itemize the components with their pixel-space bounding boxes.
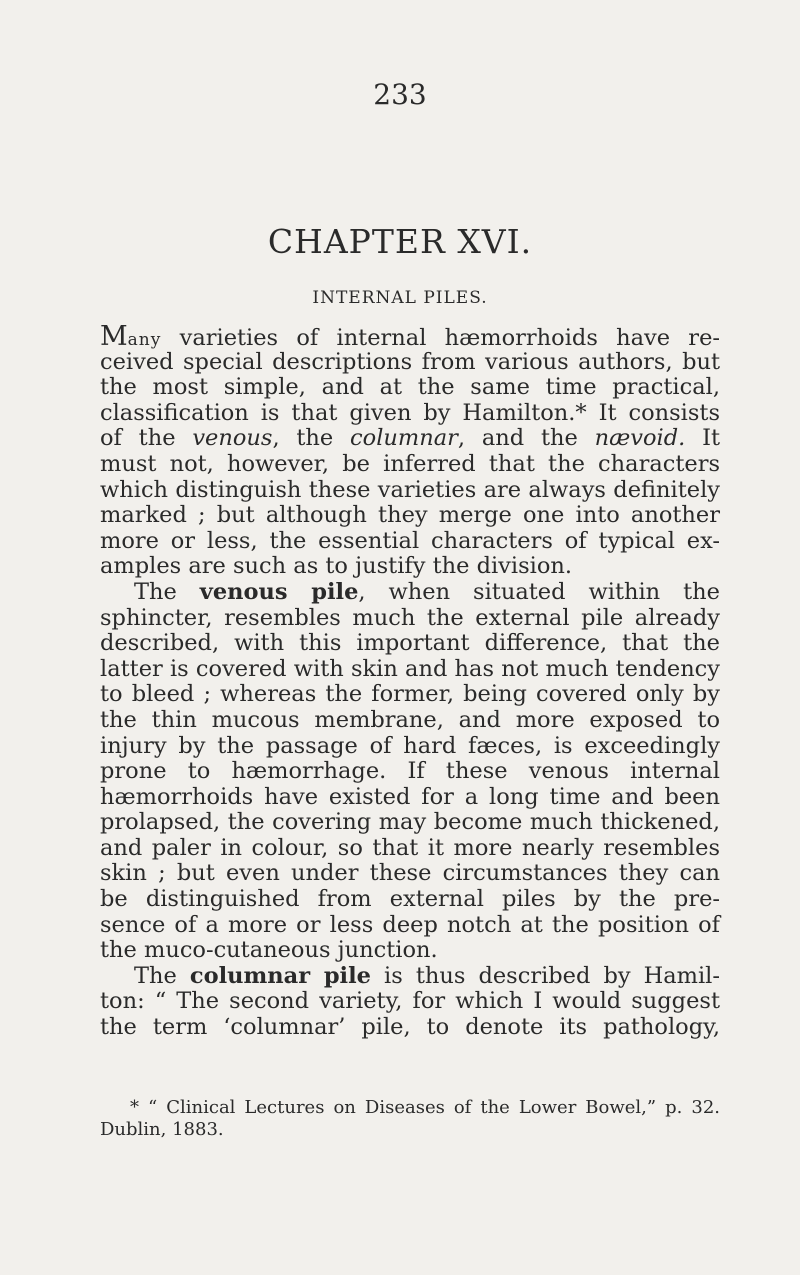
term-venous: venous [192, 425, 273, 452]
text-line: the muco-cutaneous junction. [100, 937, 438, 964]
text-fragment: It [685, 425, 720, 452]
text-line: must not, however, be inferred that the characters [100, 450, 720, 477]
text-line: latter is covered with skin and has not much tendency [100, 655, 720, 682]
term-naevoid: nævoid. [594, 425, 686, 452]
text-line: more or less, the essential characters of typical ex- [100, 527, 720, 554]
text-line: be distinguished from external piles by the pre- [100, 886, 720, 913]
text-fragment: varieties of internal hæmorrhoids have re- [161, 325, 720, 351]
text-line: described, with this important difference, that the [100, 630, 720, 657]
text-line: the thin mucous membrane, and more exposed to [100, 706, 720, 733]
text-fragment: , when situated within the [358, 578, 720, 605]
text-line [100, 964, 720, 990]
text-line: sence of a more or less deep notch at the position of [100, 911, 720, 938]
text-line: hæmorrhoids have existed for a long time and been [100, 783, 720, 810]
text-line: and paler in colour, so that it more nearly resembles [100, 834, 720, 861]
text-line: ton: “ The second variety, for which I would suggest [100, 988, 720, 1015]
footnote-line: * “ Clinical Lectures on Diseases of the Lower Bowel,” p. 32. [130, 1097, 720, 1118]
text-line: sphincter, resembles much the external pile already [100, 604, 720, 631]
text-line: marked ; but although they merge one into another [100, 502, 720, 529]
text-line [100, 321, 720, 352]
text-fragment: , and the [457, 425, 595, 452]
footnote-line: Dublin, 1883. [100, 1119, 224, 1140]
text-line: skin ; but even under these circumstances they can [100, 860, 720, 887]
section-title: INTERNAL PILES. [312, 288, 488, 308]
body-text [100, 321, 720, 1041]
text-fragment: of the [100, 425, 193, 452]
small-caps: any [127, 330, 162, 350]
text-line: amples are such as to justify the division. [100, 553, 573, 580]
term-venous-pile: venous pile [199, 578, 359, 605]
footnote [100, 1097, 720, 1141]
text-fragment: is thus described by Hamil- [370, 962, 720, 989]
drop-cap: M [100, 321, 128, 352]
page-number: 233 [373, 78, 427, 111]
text-line: the term ‘columnar’ pile, to denote its pathology, [100, 1014, 720, 1041]
text-fragment: The [134, 578, 200, 605]
term-columnar: columnar [350, 425, 458, 452]
text-line: ceived special descriptions from various authors, but [100, 348, 720, 375]
text-line: prone to hæmorrhage. If these venous internal [100, 758, 720, 785]
text-line: classification is that given by Hamilton.* It consists [100, 399, 720, 426]
text-fragment: , the [272, 425, 351, 452]
text-line: to bleed ; whereas the former, being covered only by [100, 681, 720, 708]
text-line: prolapsed, the covering may become much thickened, [100, 809, 720, 836]
term-columnar-pile: columnar pile [189, 962, 371, 989]
text-line: injury by the passage of hard fæces, is exceedingly [100, 732, 720, 759]
text-line [100, 580, 720, 606]
text-line: which distinguish these varieties are always definitely [100, 476, 720, 503]
text-line: the most simple, and at the same time practical, [100, 374, 720, 401]
text-fragment: The [134, 962, 190, 989]
text-line [100, 426, 720, 452]
chapter-title: CHAPTER XVI. [267, 222, 533, 261]
